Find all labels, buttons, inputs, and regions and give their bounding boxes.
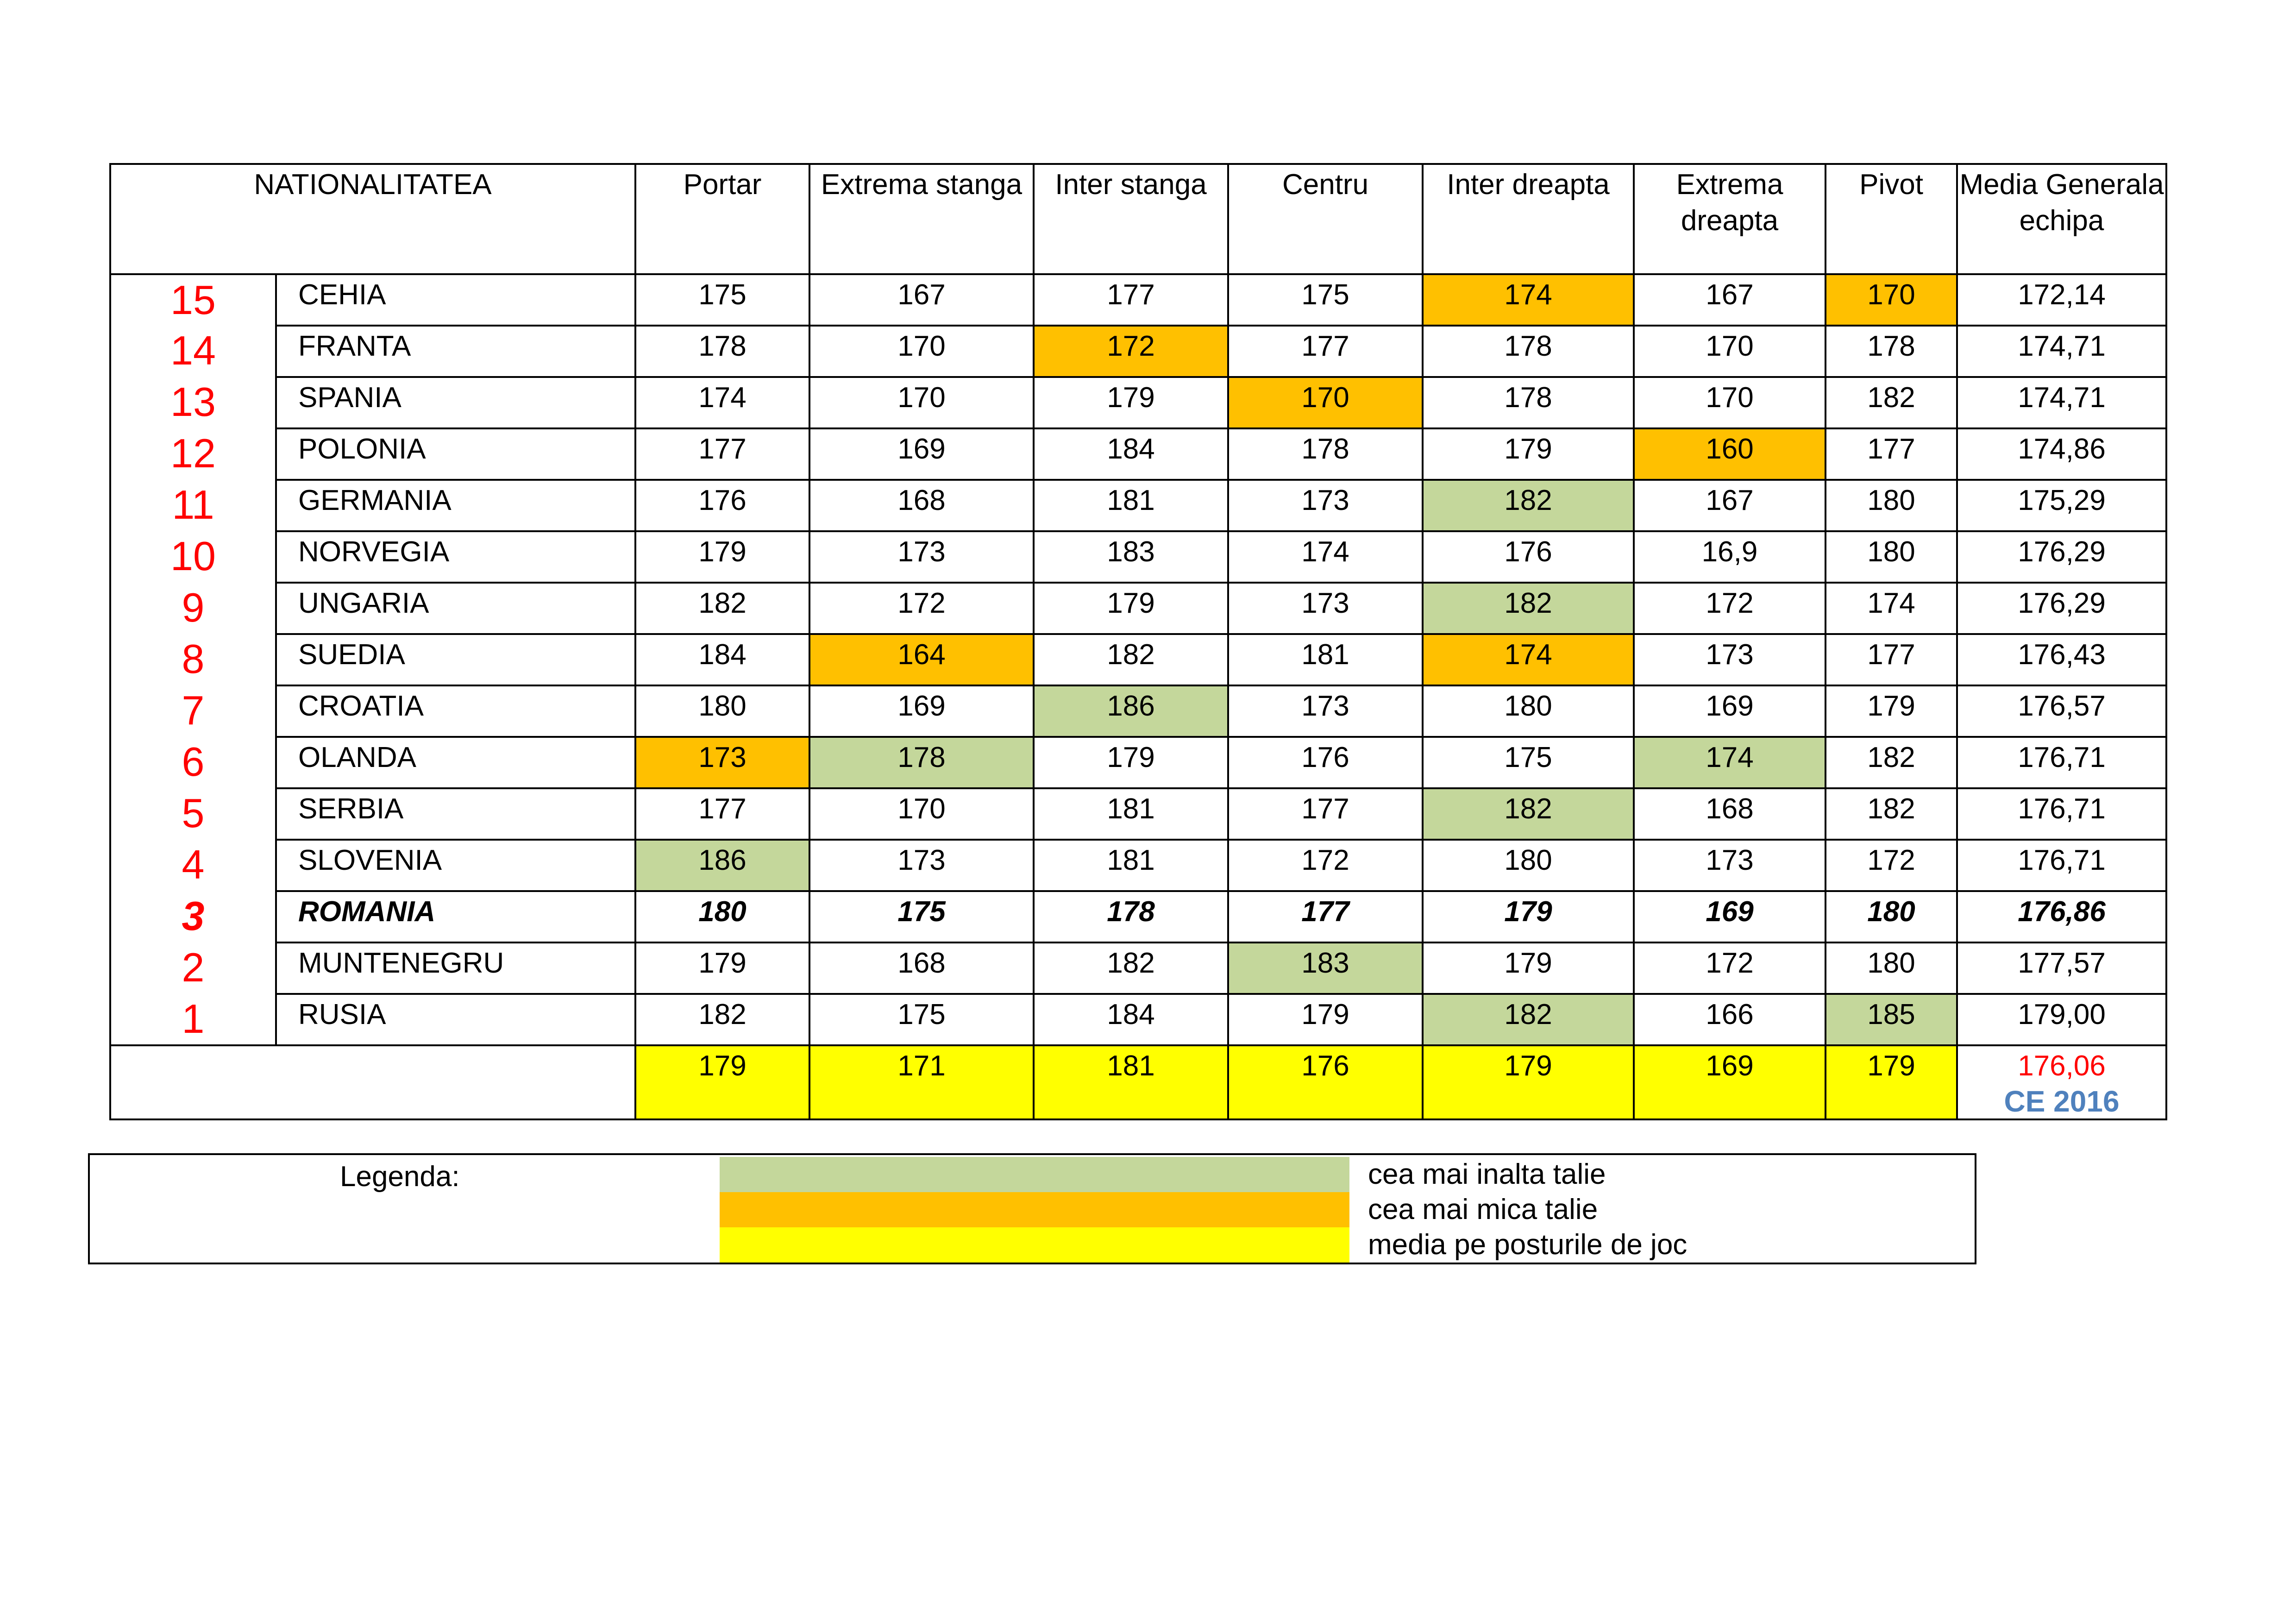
- height-inter-stanga: 181: [1034, 840, 1228, 891]
- country-name: ROMANIA: [276, 891, 635, 942]
- header-media-generala: Media Generala echipa: [1957, 164, 2166, 274]
- table-row: [110, 531, 2166, 583]
- country-name: UNGARIA: [276, 583, 635, 634]
- country-name: FRANTA: [276, 326, 635, 377]
- height-inter-dreapta: 174: [1423, 634, 1634, 685]
- height-pivot: 180: [1826, 480, 1957, 531]
- country-name: SLOVENIA: [276, 840, 635, 891]
- rank-number: 6: [110, 737, 276, 788]
- position-average-inter-stanga: 181: [1034, 1045, 1228, 1119]
- header-inter-dreapta: Inter dreapta: [1423, 164, 1634, 274]
- height-inter-stanga: 182: [1034, 634, 1228, 685]
- table-row: [110, 788, 2166, 840]
- rank-number: 9: [110, 583, 276, 634]
- height-centru: 173: [1228, 583, 1423, 634]
- height-extrema-stanga: 175: [809, 994, 1034, 1045]
- team-average: 174,71: [1957, 377, 2166, 428]
- height-inter-stanga: 181: [1034, 480, 1228, 531]
- height-extrema-dreapta: 173: [1634, 840, 1826, 891]
- height-inter-stanga: 177: [1034, 274, 1228, 326]
- position-average-extrema-dreapta: 169: [1634, 1045, 1826, 1119]
- country-name: CEHIA: [276, 274, 635, 326]
- height-centru: 183: [1228, 942, 1423, 994]
- position-average-centru: 176: [1228, 1045, 1423, 1119]
- rank-number: 1: [110, 994, 276, 1045]
- height-inter-stanga: 186: [1034, 685, 1228, 737]
- height-pivot: 177: [1826, 428, 1957, 480]
- team-average: 176,29: [1957, 583, 2166, 634]
- table-row: [110, 274, 2166, 326]
- position-average-pivot: 179: [1826, 1045, 1957, 1119]
- height-centru: 174: [1228, 531, 1423, 583]
- height-inter-dreapta: 180: [1423, 685, 1634, 737]
- height-inter-dreapta: 182: [1423, 480, 1634, 531]
- height-pivot: 172: [1826, 840, 1957, 891]
- height-pivot: 182: [1826, 788, 1957, 840]
- height-centru: 178: [1228, 428, 1423, 480]
- table-row: [110, 942, 2166, 994]
- rank-number: 14: [110, 326, 276, 377]
- height-extrema-stanga: 175: [809, 891, 1034, 942]
- height-pivot: 180: [1826, 891, 1957, 942]
- height-inter-stanga: 172: [1034, 326, 1228, 377]
- height-portar: 174: [635, 377, 809, 428]
- height-pivot: 179: [1826, 685, 1957, 737]
- height-inter-dreapta: 182: [1423, 583, 1634, 634]
- height-portar: 180: [635, 891, 809, 942]
- table-row: [110, 891, 2166, 942]
- averages-label-cell: [110, 1045, 635, 1119]
- height-extrema-stanga: 168: [809, 942, 1034, 994]
- table-row: [110, 685, 2166, 737]
- country-name: RUSIA: [276, 994, 635, 1045]
- height-extrema-dreapta: 168: [1634, 788, 1826, 840]
- height-extrema-stanga: 167: [809, 274, 1034, 326]
- legend-swatch-lowest: [720, 1192, 1349, 1227]
- position-average-extrema-stanga: 171: [809, 1045, 1034, 1119]
- table-row: [110, 377, 2166, 428]
- table-row: [110, 840, 2166, 891]
- height-centru: 173: [1228, 480, 1423, 531]
- table-row: [110, 737, 2166, 788]
- height-portar: 186: [635, 840, 809, 891]
- height-extrema-stanga: 170: [809, 326, 1034, 377]
- height-pivot: 185: [1826, 994, 1957, 1045]
- height-centru: 170: [1228, 377, 1423, 428]
- height-inter-dreapta: 179: [1423, 428, 1634, 480]
- header-pivot: Pivot: [1826, 164, 1957, 274]
- height-extrema-dreapta: 169: [1634, 891, 1826, 942]
- rank-number: 4: [110, 840, 276, 891]
- team-average: 175,29: [1957, 480, 2166, 531]
- legend-text-mean: media pe posturile de joc: [1368, 1229, 1687, 1261]
- rank-number: 13: [110, 377, 276, 428]
- height-pivot: 182: [1826, 377, 1957, 428]
- height-extrema-stanga: 168: [809, 480, 1034, 531]
- height-pivot: 177: [1826, 634, 1957, 685]
- team-average: 176,71: [1957, 737, 2166, 788]
- height-centru: 179: [1228, 994, 1423, 1045]
- height-extrema-dreapta: 166: [1634, 994, 1826, 1045]
- height-inter-dreapta: 182: [1423, 994, 1634, 1045]
- height-centru: 172: [1228, 840, 1423, 891]
- height-inter-stanga: 179: [1034, 737, 1228, 788]
- country-name: SPANIA: [276, 377, 635, 428]
- rank-number: 8: [110, 634, 276, 685]
- height-centru: 177: [1228, 326, 1423, 377]
- height-extrema-stanga: 172: [809, 583, 1034, 634]
- height-pivot: 178: [1826, 326, 1957, 377]
- height-extrema-stanga: 170: [809, 788, 1034, 840]
- team-average: 174,86: [1957, 428, 2166, 480]
- height-extrema-dreapta: 160: [1634, 428, 1826, 480]
- country-name: OLANDA: [276, 737, 635, 788]
- country-name: MUNTENEGRU: [276, 942, 635, 994]
- height-pivot: 174: [1826, 583, 1957, 634]
- header-extrema-dreapta: Extrema dreapta: [1634, 164, 1826, 274]
- rank-number: 11: [110, 480, 276, 531]
- height-extrema-dreapta: 170: [1634, 326, 1826, 377]
- height-extrema-stanga: 170: [809, 377, 1034, 428]
- height-centru: 175: [1228, 274, 1423, 326]
- country-name: NORVEGIA: [276, 531, 635, 583]
- table-row: [110, 994, 2166, 1045]
- team-average: 179,00: [1957, 994, 2166, 1045]
- height-extrema-stanga: 169: [809, 428, 1034, 480]
- height-centru: 181: [1228, 634, 1423, 685]
- rank-number: 5: [110, 788, 276, 840]
- position-average-portar: 179: [635, 1045, 809, 1119]
- rank-number: 12: [110, 428, 276, 480]
- height-portar: 179: [635, 942, 809, 994]
- height-portar: 175: [635, 274, 809, 326]
- height-portar: 180: [635, 685, 809, 737]
- height-inter-dreapta: 175: [1423, 737, 1634, 788]
- height-inter-dreapta: 180: [1423, 840, 1634, 891]
- height-inter-dreapta: 176: [1423, 531, 1634, 583]
- country-name: POLONIA: [276, 428, 635, 480]
- height-portar: 177: [635, 428, 809, 480]
- table-row: [110, 480, 2166, 531]
- header-nationality: NATIONALITATEA: [110, 164, 635, 274]
- rank-number: 10: [110, 531, 276, 583]
- team-average: 176,43: [1957, 634, 2166, 685]
- rank-number: 3: [110, 891, 276, 942]
- height-pivot: 170: [1826, 274, 1957, 326]
- height-portar: 184: [635, 634, 809, 685]
- legend-swatch-highest: [720, 1157, 1349, 1192]
- height-centru: 173: [1228, 685, 1423, 737]
- country-name: CROATIA: [276, 685, 635, 737]
- height-pivot: 182: [1826, 737, 1957, 788]
- legend-text-highest: cea mai inalta talie: [1368, 1158, 1606, 1190]
- overall-average: 176,06: [2018, 1050, 2106, 1082]
- header-extrema-stanga: Extrema stanga: [809, 164, 1034, 274]
- height-inter-stanga: 184: [1034, 428, 1228, 480]
- team-average: 176,29: [1957, 531, 2166, 583]
- rank-number: 2: [110, 942, 276, 994]
- tournament-label: CE 2016: [2004, 1085, 2120, 1118]
- country-name: GERMANIA: [276, 480, 635, 531]
- height-inter-dreapta: 178: [1423, 377, 1634, 428]
- height-pivot: 180: [1826, 531, 1957, 583]
- height-extrema-stanga: 169: [809, 685, 1034, 737]
- height-inter-dreapta: 179: [1423, 891, 1634, 942]
- height-centru: 176: [1228, 737, 1423, 788]
- height-extrema-dreapta: 174: [1634, 737, 1826, 788]
- legend-swatch-mean: [720, 1227, 1349, 1263]
- team-average: 176,71: [1957, 840, 2166, 891]
- height-inter-dreapta: 178: [1423, 326, 1634, 377]
- height-pivot: 180: [1826, 942, 1957, 994]
- team-average: 177,57: [1957, 942, 2166, 994]
- height-extrema-dreapta: 173: [1634, 634, 1826, 685]
- height-inter-dreapta: 174: [1423, 274, 1634, 326]
- team-average: 176,71: [1957, 788, 2166, 840]
- height-inter-stanga: 183: [1034, 531, 1228, 583]
- rank-number: 15: [110, 274, 276, 326]
- table-row: [110, 428, 2166, 480]
- team-average: 174,71: [1957, 326, 2166, 377]
- legend-text-lowest: cea mai mica talie: [1368, 1194, 1598, 1225]
- height-extrema-dreapta: 167: [1634, 274, 1826, 326]
- height-inter-stanga: 178: [1034, 891, 1228, 942]
- height-portar: 179: [635, 531, 809, 583]
- position-average-inter-dreapta: 179: [1423, 1045, 1634, 1119]
- country-name: SERBIA: [276, 788, 635, 840]
- height-portar: 173: [635, 737, 809, 788]
- height-extrema-dreapta: 169: [1634, 685, 1826, 737]
- height-portar: 177: [635, 788, 809, 840]
- height-inter-stanga: 181: [1034, 788, 1228, 840]
- team-average: 172,14: [1957, 274, 2166, 326]
- table-row: [110, 326, 2166, 377]
- rank-number: 7: [110, 685, 276, 737]
- height-extrema-stanga: 173: [809, 531, 1034, 583]
- height-inter-stanga: 179: [1034, 377, 1228, 428]
- height-inter-stanga: 179: [1034, 583, 1228, 634]
- legend: [88, 1153, 1976, 1264]
- height-extrema-dreapta: 170: [1634, 377, 1826, 428]
- header-centru: Centru: [1228, 164, 1423, 274]
- team-average: 176,86: [1957, 891, 2166, 942]
- height-extrema-dreapta: 167: [1634, 480, 1826, 531]
- table-row: [110, 583, 2166, 634]
- heights-table: [109, 163, 2167, 1120]
- height-portar: 182: [635, 994, 809, 1045]
- height-portar: 178: [635, 326, 809, 377]
- height-centru: 177: [1228, 891, 1423, 942]
- height-extrema-stanga: 164: [809, 634, 1034, 685]
- team-average: 176,57: [1957, 685, 2166, 737]
- header-row: [110, 164, 2166, 274]
- height-centru: 177: [1228, 788, 1423, 840]
- height-extrema-stanga: 173: [809, 840, 1034, 891]
- header-inter-stanga: Inter stanga: [1034, 164, 1228, 274]
- table-row: [110, 634, 2166, 685]
- height-inter-dreapta: 179: [1423, 942, 1634, 994]
- height-portar: 182: [635, 583, 809, 634]
- overall-average-cell: [1957, 1045, 2166, 1119]
- height-inter-stanga: 184: [1034, 994, 1228, 1045]
- averages-row: [110, 1045, 2166, 1119]
- height-portar: 176: [635, 480, 809, 531]
- height-extrema-dreapta: 172: [1634, 942, 1826, 994]
- height-inter-dreapta: 182: [1423, 788, 1634, 840]
- height-extrema-dreapta: 172: [1634, 583, 1826, 634]
- height-extrema-stanga: 178: [809, 737, 1034, 788]
- legend-title: Legenda:: [340, 1161, 460, 1193]
- height-extrema-dreapta: 16,9: [1634, 531, 1826, 583]
- height-inter-stanga: 182: [1034, 942, 1228, 994]
- header-portar: Portar: [635, 164, 809, 274]
- country-name: SUEDIA: [276, 634, 635, 685]
